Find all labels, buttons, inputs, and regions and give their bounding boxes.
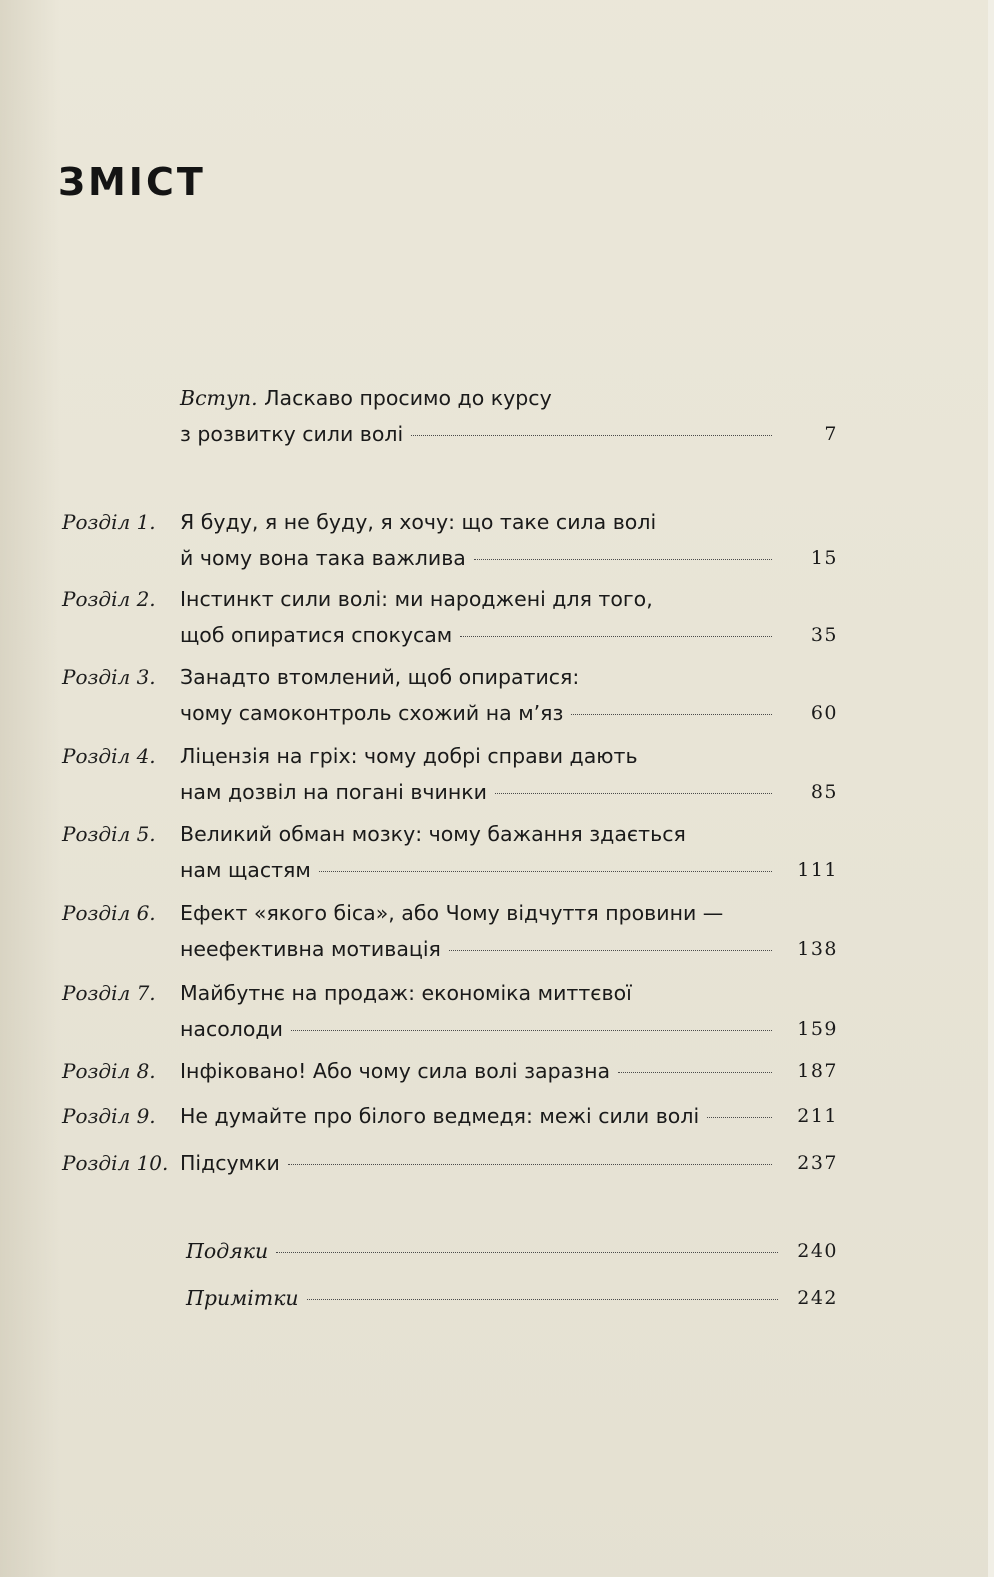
toc-entry-text [180, 1145, 780, 1181]
chapter-title-line-2: щоб опиратися спокусам [180, 623, 453, 647]
toc-entry-text [180, 816, 780, 888]
chapter-label: Розділ 1. [62, 510, 156, 534]
dot-leader [276, 1252, 778, 1253]
chapter-label: Розділ 9. [62, 1104, 156, 1128]
dot-leader [291, 1030, 772, 1031]
chapter-title-line-2: й чому вона така важлива [180, 546, 466, 570]
toc-page-number: 138 [797, 938, 838, 960]
dot-leader [571, 714, 772, 715]
chapter-label: Розділ 7. [62, 981, 156, 1005]
toc-entry-text [186, 1280, 786, 1316]
dot-leader [307, 1299, 778, 1300]
toc-page-number: 111 [797, 859, 838, 881]
toc-page-number: 85 [810, 781, 838, 803]
toc-entry-text [180, 504, 780, 576]
toc-entry-text [180, 380, 780, 452]
chapter-label: Розділ 10. [62, 1151, 169, 1175]
dot-leader [707, 1117, 772, 1118]
chapter-label: Розділ 4. [62, 744, 156, 768]
chapter-title-line-2: насолоди [180, 1017, 283, 1041]
toc-entry-text [180, 975, 780, 1047]
toc-entry-text [180, 659, 780, 731]
chapter-label: Розділ 8. [62, 1059, 156, 1083]
chapter-title-line-1: Занадто втомлений, щоб опиратися: [180, 665, 580, 689]
toc-entry-text [180, 1053, 780, 1089]
dot-leader [618, 1072, 772, 1073]
toc-page-number: 159 [797, 1018, 838, 1040]
toc-entry-text [186, 1233, 786, 1269]
chapter-title-line-1: Майбутнє на продаж: економіка миттєвої [180, 981, 632, 1005]
toc-entry-text [180, 581, 780, 653]
dot-leader [288, 1164, 772, 1165]
back-matter-title: Подяки [186, 1239, 269, 1263]
intro-label: Вступ. [180, 386, 258, 410]
toc-page-number: 187 [797, 1060, 838, 1082]
toc-entry-text [180, 895, 780, 967]
chapter-title-line-1: Великий обман мозку: чому бажання здається [180, 822, 686, 846]
toc-page-number: 242 [797, 1287, 838, 1309]
dot-leader [474, 559, 772, 560]
chapter-title-line-2: неефективна мотивація [180, 937, 441, 961]
toc-page-number: 211 [797, 1105, 838, 1127]
dot-leader [495, 793, 772, 794]
chapter-label: Розділ 2. [62, 587, 156, 611]
toc-page-number: 7 [824, 423, 838, 445]
chapter-title-line-2: нам дозвіл на погані вчинки [180, 780, 487, 804]
toc-page-number: 60 [810, 702, 838, 724]
chapter-title-line-1: Не думайте про білого ведмедя: межі сили волі [180, 1104, 700, 1128]
page-title: ЗМІСТ [58, 160, 206, 204]
toc-page-number: 237 [797, 1152, 838, 1174]
toc-page-number: 35 [810, 624, 838, 646]
toc-entry-text [180, 738, 780, 810]
chapter-title-line-2: чому самоконтроль схожий на м’яз [180, 701, 564, 725]
intro-line-2: з розвитку сили волі [180, 422, 404, 446]
chapter-label: Розділ 5. [62, 822, 156, 846]
chapter-label: Розділ 3. [62, 665, 156, 689]
chapter-title-line-1: Інфіковано! Або чому сила волі заразна [180, 1059, 611, 1083]
chapter-title-line-2: нам щастям [180, 858, 311, 882]
dot-leader [319, 871, 772, 872]
intro-line-1: Ласкаво просимо до курсу [264, 386, 552, 410]
chapter-title-line-1: Підсумки [180, 1151, 280, 1175]
chapter-title-line-1: Я буду, я не буду, я хочу: що таке сила волі [180, 510, 657, 534]
toc-entry-text [180, 1098, 780, 1134]
back-matter-title: Примітки [186, 1286, 299, 1310]
dot-leader [460, 636, 772, 637]
chapter-title-line-1: Ефект «якого біса», або Чому відчуття провини — [180, 901, 724, 925]
chapter-label: Розділ 6. [62, 901, 156, 925]
dot-leader [411, 435, 772, 436]
dot-leader [449, 950, 772, 951]
toc-page-number: 15 [810, 547, 838, 569]
toc-page-number: 240 [797, 1240, 838, 1262]
chapter-title-line-1: Ліцензія на гріх: чому добрі справи дають [180, 744, 638, 768]
chapter-title-line-1: Інстинкт сили волі: ми народжені для того, [180, 587, 653, 611]
